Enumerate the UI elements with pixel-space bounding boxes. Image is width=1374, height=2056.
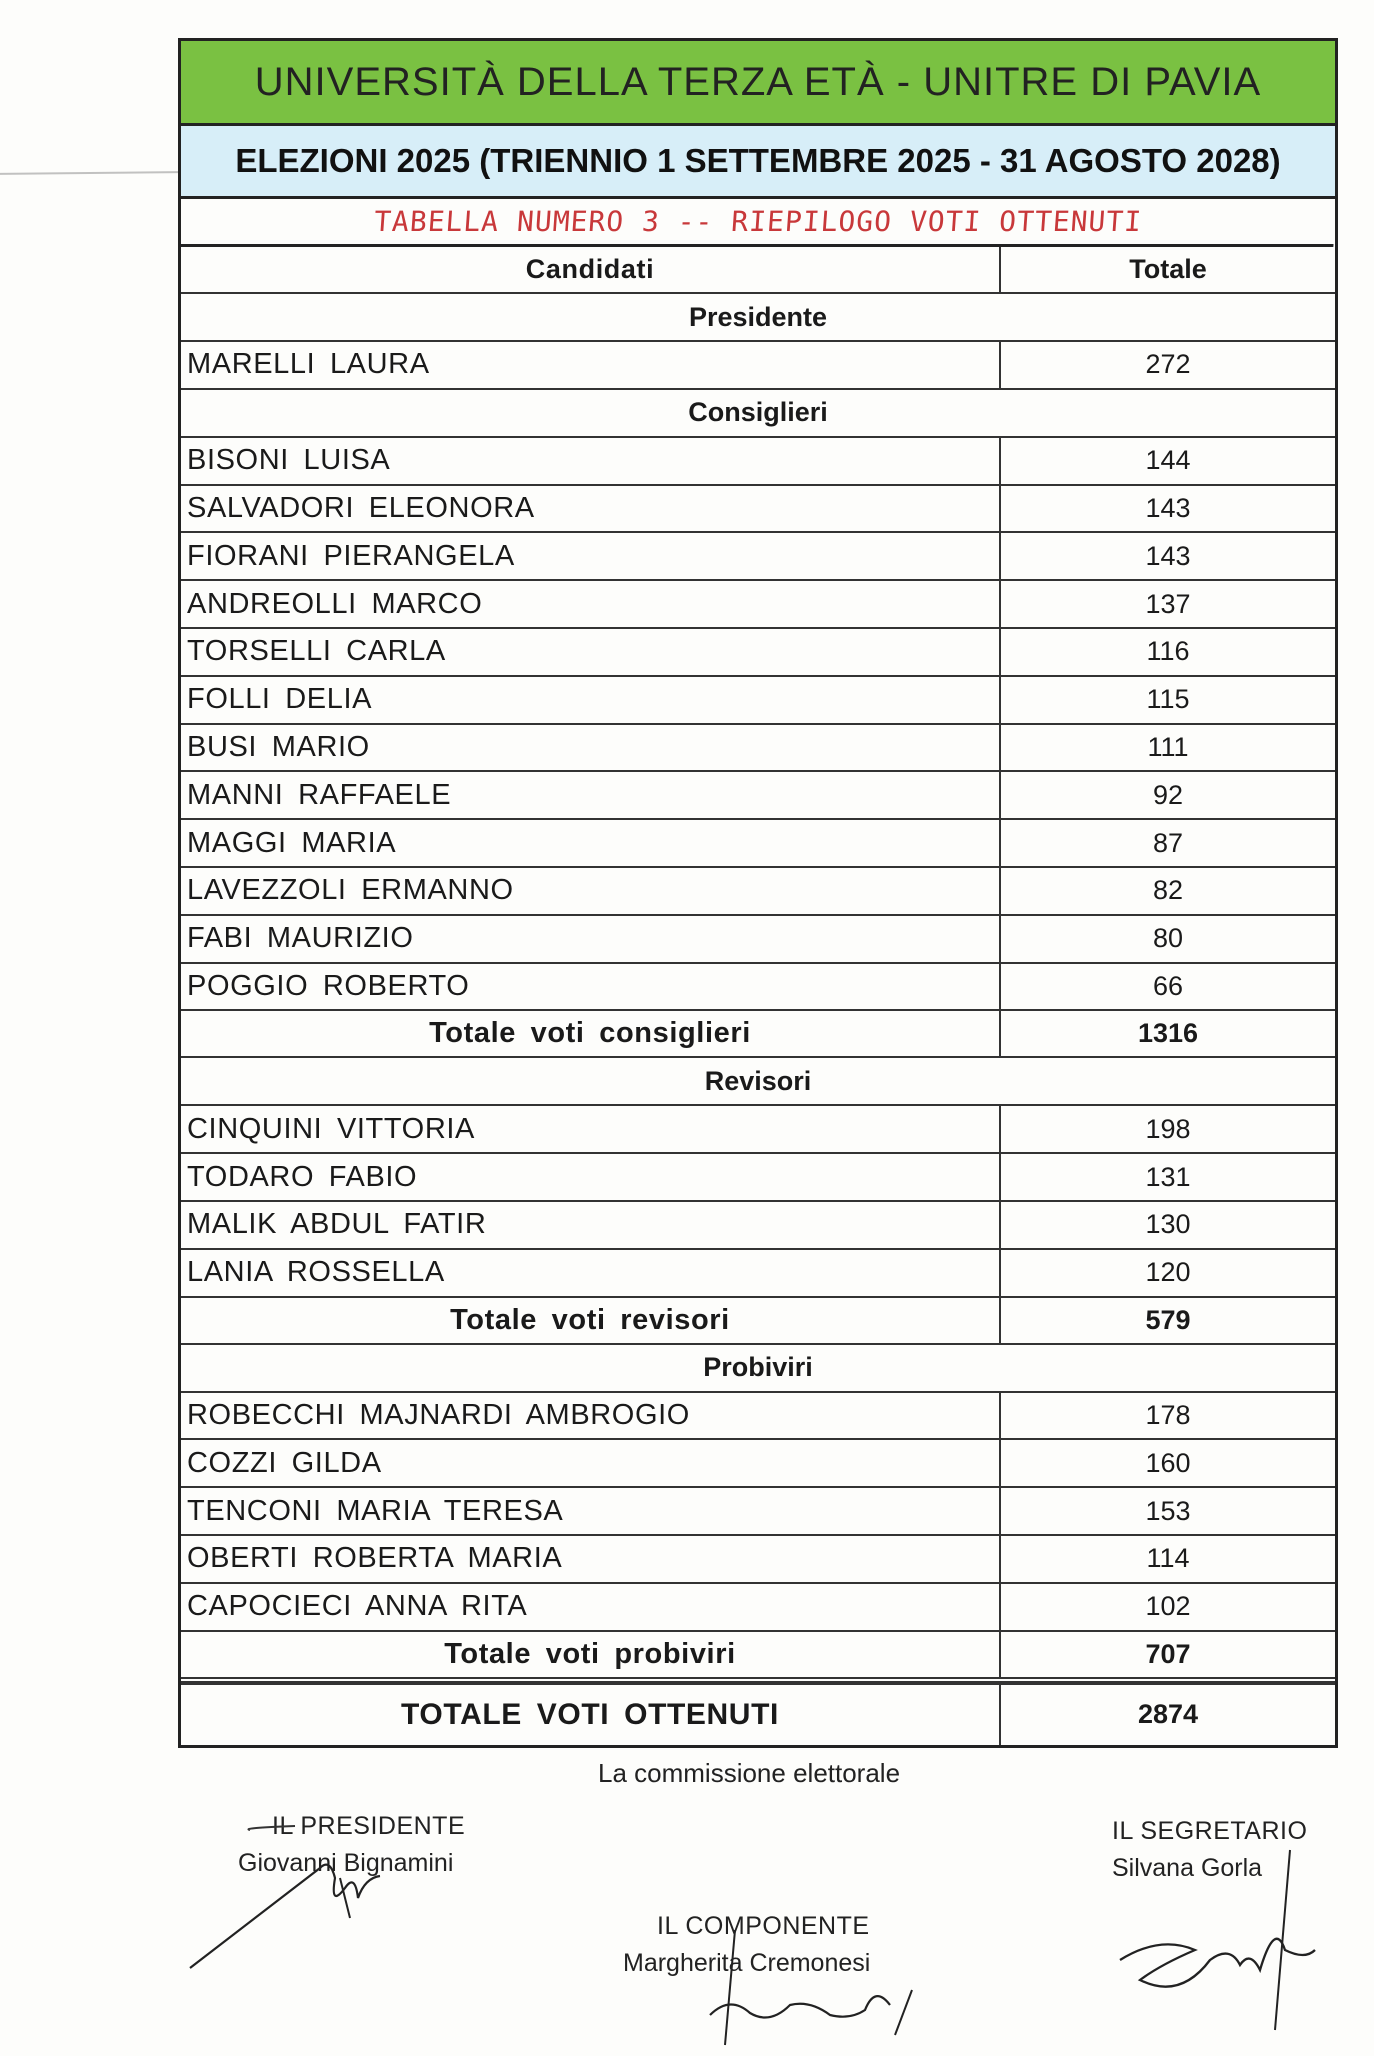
scan-edge-line <box>0 171 178 175</box>
candidate-votes: 198 <box>1145 1113 1191 1144</box>
candidate-row <box>181 1106 1335 1154</box>
table-title: TABELLA NUMERO 3 -- RIEPILOGO VOTI OTTENUTI <box>179 199 1336 247</box>
section-title-presidente: Presidente <box>181 294 1335 342</box>
candidate-row <box>181 1584 1335 1632</box>
election-title: ELEZIONI 2025 (TRIENNIO 1 SETTEMBRE 2025 - 31 AGOSTO 2028) <box>181 126 1335 199</box>
candidate-name: LANIA ROSSELLA <box>181 1250 1001 1296</box>
total-row-consiglieri <box>181 1011 1335 1058</box>
total-row-probiviri <box>181 1632 1335 1679</box>
candidate-name: OBERTI ROBERTA MARIA <box>181 1536 1001 1582</box>
secretary-role: IL SEGRETARIO <box>1112 1817 1308 1845</box>
section-title-revisori: Revisori <box>181 1058 1335 1106</box>
column-header-row <box>181 247 1335 294</box>
candidate-votes: 114 <box>1146 1543 1190 1574</box>
candidate-row <box>181 725 1335 773</box>
candidate-votes: 120 <box>1145 1257 1191 1288</box>
total-label-consiglieri: Totale voti consiglieri <box>181 1011 1001 1056</box>
candidate-row <box>181 342 1335 390</box>
section-title-probiviri: Probiviri <box>181 1345 1335 1393</box>
candidate-votes: 80 <box>1152 923 1184 954</box>
candidate-name: TENCONI MARIA TERESA <box>181 1488 1001 1534</box>
candidate-name: TORSELLI CARLA <box>181 629 1001 675</box>
total-label-probiviri: Totale voti probiviri <box>181 1632 1001 1677</box>
total-value-probiviri: 707 <box>1145 1638 1191 1669</box>
total-row-revisori <box>181 1298 1335 1345</box>
candidate-name: CAPOCIECI ANNA RITA <box>181 1584 1001 1630</box>
member-role: IL COMPONENTE <box>657 1912 870 1940</box>
candidate-votes: 66 <box>1152 970 1184 1001</box>
president-role: IL PRESIDENTE <box>272 1812 466 1840</box>
candidate-votes: 82 <box>1152 875 1184 906</box>
candidate-name: BISONI LUISA <box>181 438 1001 484</box>
revisori-rows <box>181 1106 1335 1297</box>
member-signature <box>690 1925 930 2050</box>
candidate-name: CINQUINI VITTORIA <box>181 1106 1001 1152</box>
candidate-name: FABI MAURIZIO <box>181 916 1001 962</box>
column-header-candidates: Candidati <box>181 247 1001 292</box>
candidate-name: BUSI MARIO <box>181 725 1001 771</box>
candidate-row <box>181 629 1335 677</box>
candidate-row <box>181 820 1335 868</box>
candidate-name: TODARO FABIO <box>181 1154 1001 1200</box>
candidate-row <box>181 1440 1335 1488</box>
candidate-name: POGGIO ROBERTO <box>181 964 1001 1010</box>
member-name: Margherita Cremonesi <box>623 1949 871 1977</box>
candidate-votes: 137 <box>1145 588 1191 619</box>
candidate-name: COZZI GILDA <box>181 1440 1001 1486</box>
section-title-consiglieri: Consiglieri <box>181 390 1335 438</box>
candidate-votes: 87 <box>1152 827 1184 858</box>
president-signature <box>180 1818 480 1978</box>
candidate-name: ANDREOLLI MARCO <box>181 581 1001 627</box>
candidate-row <box>181 438 1335 486</box>
total-value-consiglieri: 1316 <box>1137 1018 1199 1049</box>
candidate-votes: 143 <box>1145 540 1191 571</box>
candidate-name: ROBECCHI MAJNARDI AMBROGIO <box>181 1393 1001 1439</box>
candidate-votes: 153 <box>1145 1495 1191 1526</box>
total-value-revisori: 579 <box>1145 1304 1191 1335</box>
candidate-name: FIORANI PIERANGELA <box>181 533 1001 579</box>
column-header-total: Totale <box>1129 254 1207 284</box>
secretary-name: Silvana Gorla <box>1112 1854 1263 1882</box>
institution-title: UNIVERSITÀ DELLA TERZA ETÀ - UNITRE DI PAVIA <box>181 41 1335 126</box>
candidate-row <box>181 581 1335 629</box>
candidate-name: SALVADORI ELEONORA <box>181 486 1001 532</box>
candidate-row <box>181 868 1335 916</box>
candidate-votes: 272 <box>1145 349 1191 380</box>
candidate-name: MANNI RAFFAELE <box>181 772 1001 818</box>
candidate-row <box>181 772 1335 820</box>
candidate-row <box>181 1393 1335 1441</box>
candidate-name: MALIK ABDUL FATIR <box>181 1202 1001 1248</box>
candidate-votes: 178 <box>1145 1399 1191 1430</box>
president-name: Giovanni Bignamini <box>238 1849 454 1877</box>
candidate-name: FOLLI DELIA <box>181 677 1001 723</box>
candidate-row <box>181 677 1335 725</box>
grand-total-label: TOTALE VOTI OTTENUTI <box>181 1685 1001 1745</box>
candidate-row <box>181 916 1335 964</box>
candidate-row <box>181 1536 1335 1584</box>
candidate-votes: 102 <box>1145 1591 1191 1622</box>
candidate-votes: 131 <box>1145 1161 1191 1192</box>
candidate-votes: 116 <box>1146 636 1190 667</box>
candidate-votes: 130 <box>1145 1209 1191 1240</box>
candidate-votes: 144 <box>1145 445 1191 476</box>
grand-total-value: 2874 <box>1137 1699 1199 1730</box>
candidate-name: MARELLI LAURA <box>181 342 1001 388</box>
candidate-row <box>181 1202 1335 1250</box>
candidate-row <box>181 486 1335 534</box>
candidate-votes: 143 <box>1145 492 1191 523</box>
candidate-votes: 160 <box>1145 1447 1191 1478</box>
consiglieri-rows <box>181 438 1335 1012</box>
commission-caption: La commissione elettorale <box>598 1758 901 1788</box>
candidate-row <box>181 964 1335 1012</box>
presidente-rows <box>181 342 1335 390</box>
candidate-votes: 111 <box>1147 731 1189 762</box>
candidate-row <box>181 1488 1335 1536</box>
candidate-row <box>181 1250 1335 1298</box>
candidate-votes: 115 <box>1146 684 1190 715</box>
candidate-votes: 92 <box>1152 779 1184 810</box>
total-label-revisori: Totale voti revisori <box>181 1298 1001 1343</box>
grand-total-row <box>181 1683 1335 1745</box>
candidate-name: MAGGI MARIA <box>181 820 1001 866</box>
secretary-signature <box>1100 1840 1340 2040</box>
results-table <box>178 38 1338 1748</box>
candidate-name: LAVEZZOLI ERMANNO <box>181 868 1001 914</box>
candidate-row <box>181 533 1335 581</box>
candidate-row <box>181 1154 1335 1202</box>
probiviri-rows <box>181 1393 1335 1632</box>
